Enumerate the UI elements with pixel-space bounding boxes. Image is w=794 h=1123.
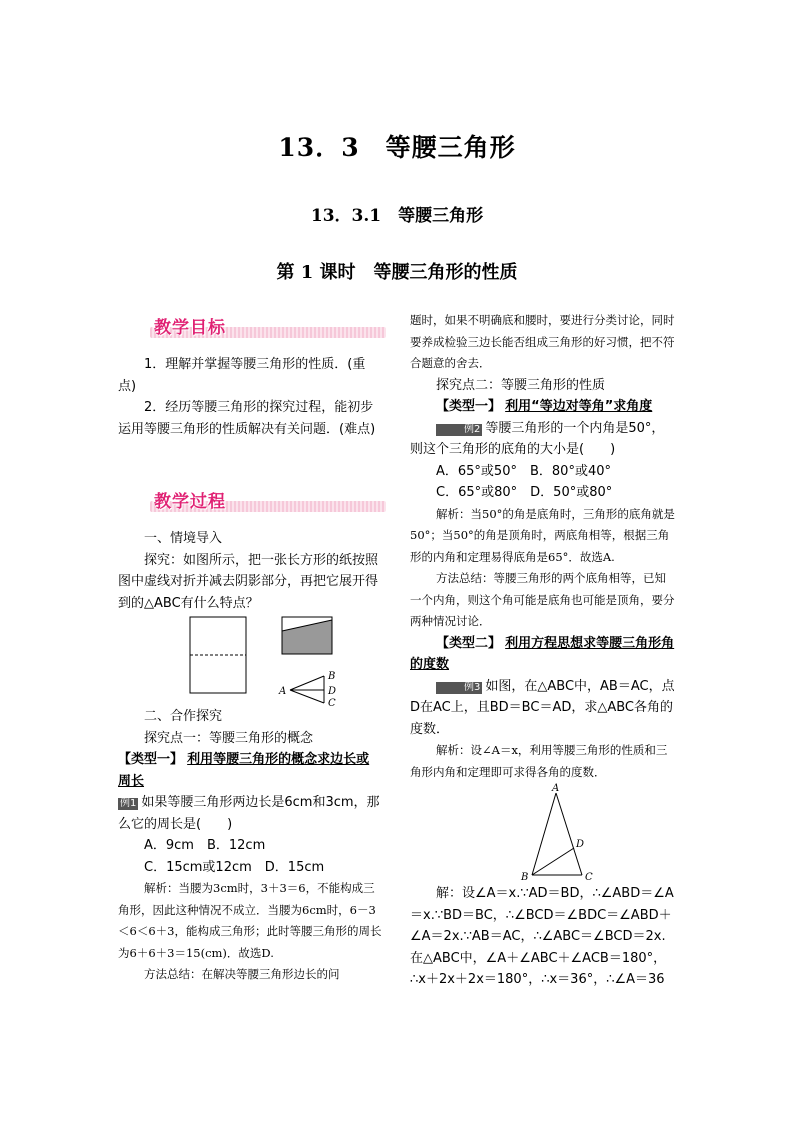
fold-diagram	[118, 614, 382, 706]
example-1-method: 方法总结：在解决等腰三角形边长的问	[144, 967, 340, 981]
label-a: A	[552, 783, 560, 794]
explore-point-1: 探究点一：等腰三角形的概念	[144, 730, 314, 746]
triangle-diagram	[410, 783, 676, 883]
type-heading	[410, 633, 676, 676]
label-c: C	[585, 872, 593, 883]
example-2-method: 方法总结：等腰三角形的两个底角相等，已知一个内角，则这个角可能是底角也可能是顶角，要分两种情况讨论．	[410, 571, 675, 628]
type-tag: 【类型二】	[436, 635, 502, 651]
type-title: 利用等腰三角形的概念求边长或周长	[118, 752, 370, 789]
example-1-analysis: 解析：当腰为3cm时，3＋3＝6，不能构成三角形，因此这种情况不成立．当腰为6cm时，6－3＜6＜6＋3，能构成三角形；此时等腰三角形的周长为6＋6＋3＝15(cm)．故选D.	[118, 881, 382, 960]
type-title: 利用方程思想求等腰三角形角的度数	[410, 635, 675, 672]
goal-1: 1．理解并掌握等腰三角形的性质．(重点)	[118, 357, 366, 394]
example-3-solution: 解：设∠A＝x.∵AD＝BD，∴∠ABD＝∠A＝x.∵BD＝BC，∴∠BCD＝∠BDC＝∠ABD＋∠A＝2x.∵AB＝AC，∴∠ABC＝∠BCD＝2x.在△ABC中，∠A＋∠ABC＋∠ACB＝180°，∴x＋2x＋2x＝180°，∴x＝36°，∴∠A＝36	[410, 886, 674, 987]
left-column	[118, 318, 382, 986]
example-badge: 例1	[120, 798, 137, 809]
explore-point-2: 探究点二：等腰三角形的性质	[436, 377, 606, 393]
method-continued: 题时，如果不明确底和腰时，要进行分类讨论，同时要养成检验三边长能否组成三角形的好习惯，把不符合题意的舍去．	[410, 313, 675, 370]
label-c: C	[328, 698, 336, 706]
label-b: B	[328, 671, 336, 682]
section-title: 13．3 等腰三角形	[278, 133, 516, 162]
example-text: 等腰三角形的一个内角是50°，则这个三角形的底角的大小是( )	[410, 420, 665, 457]
subsection-title: 13．3.1 等腰三角形	[310, 206, 484, 226]
example-3	[410, 676, 676, 741]
banner-label: 教学过程	[154, 492, 226, 512]
example-text: 如图，在△ABC中，AB＝AC，点D在AC上，且BD＝BC＝AD，求△ABC各角的度数．	[410, 678, 675, 737]
type-heading	[410, 396, 676, 418]
triangle-side-ac	[290, 690, 324, 703]
example-1	[118, 792, 382, 835]
type-tag: 【类型一】	[118, 752, 184, 767]
banner-label: 教学目标	[154, 318, 226, 338]
label-b: B	[521, 872, 529, 883]
label-d: D	[328, 686, 337, 697]
triangle-side-ab	[290, 676, 324, 690]
type-tag: 【类型一】	[436, 399, 502, 414]
example-1-options-a: A．9cm B．12cm	[144, 838, 266, 853]
type-heading	[118, 749, 382, 792]
side-ab	[532, 793, 556, 875]
example-text: 如果等腰三角形两边长是6cm和3cm，那么它的周长是( )	[118, 795, 380, 832]
example-3-analysis: 解析：设∠A＝x，利用等腰三角形的性质和三角形内角和定理即可求得各角的度数．	[410, 743, 668, 779]
example-1-options-b: C．15cm或12cm D．15cm	[144, 859, 325, 875]
teaching-process-banner	[118, 492, 382, 520]
paper-fold-figure	[118, 614, 382, 706]
lesson-title: 第 1 课时 等腰三角形的性质	[276, 262, 518, 283]
section-heading-2: 二、合作探究	[144, 709, 223, 724]
side-ac	[556, 793, 585, 875]
example-2-options-a: A．65°或50° B．80°或40°	[436, 463, 611, 479]
intro-text: 探究：如图所示，把一张长方形的纸按照图中虚线对折并减去阴影部分，再把它展开得到的△ABC有什么特点？	[118, 552, 379, 611]
goal-2: 2．经历等腰三角形的探究过程，能初步运用等腰三角形的性质解决有关问题．(难点)	[118, 400, 376, 437]
teaching-goals-banner	[118, 318, 382, 346]
type-title: 利用“等边对等角”求角度	[505, 399, 653, 414]
right-column	[410, 310, 676, 991]
example-badge: 例2	[436, 424, 482, 436]
label-d: D	[576, 839, 585, 850]
section-heading-1: 一、情境导入	[144, 531, 223, 546]
label-a: A	[279, 686, 287, 697]
example-2-analysis: 解析：当50°的角是底角时，三角形的底角就是50°；当50°的角是顶角时，两底角相等，根据三角形的内角和定理易得底角是65°．故选A.	[410, 506, 675, 564]
example-2	[410, 418, 676, 461]
example-badge: 例3	[436, 682, 482, 694]
triangle-figure	[410, 783, 676, 883]
example-2-options-b: C．65°或80° D．50°或80°	[436, 485, 613, 500]
